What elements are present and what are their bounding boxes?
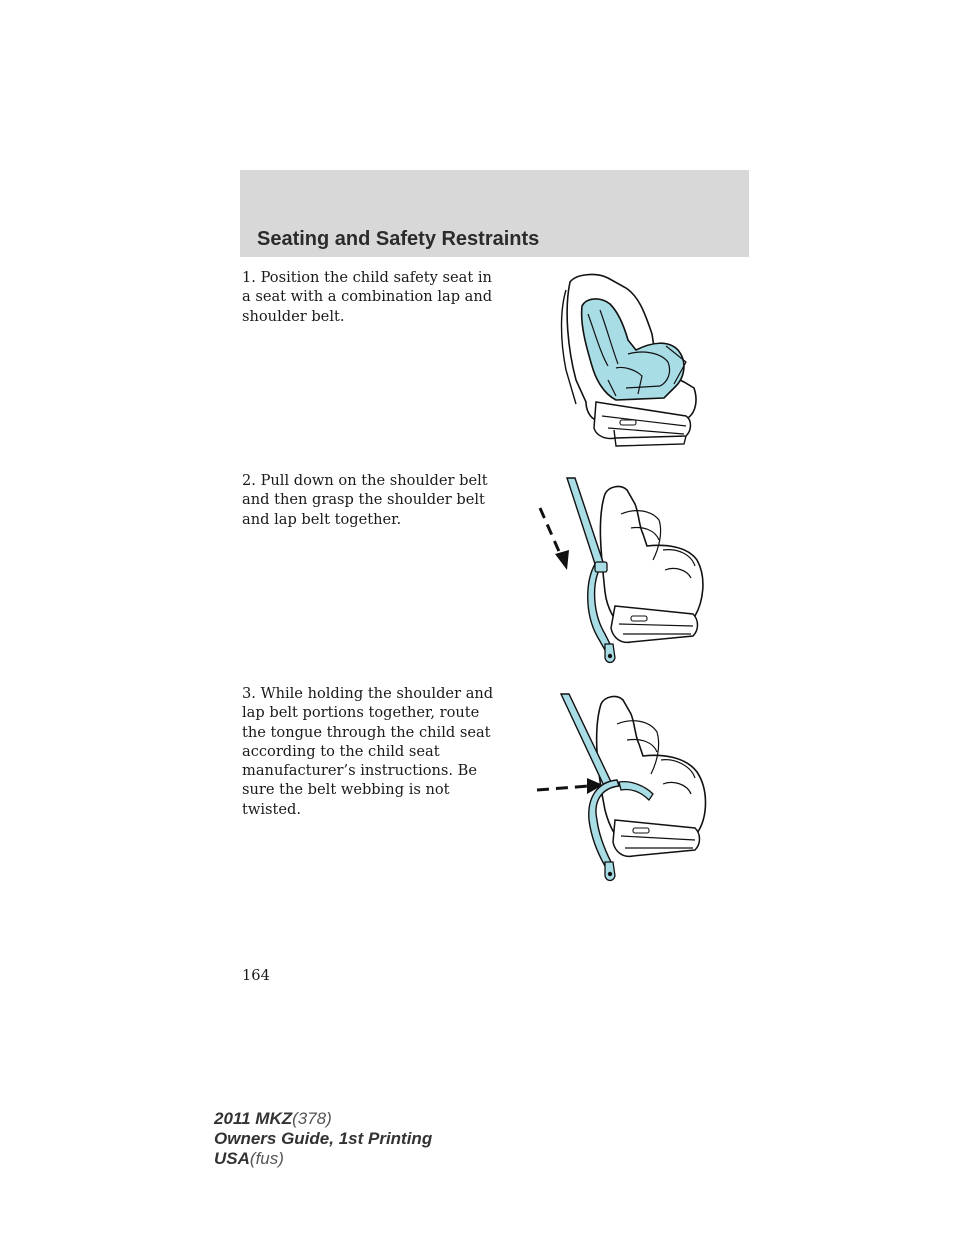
- section-title: Seating and Safety Restraints: [257, 228, 540, 250]
- step-1-illustration: [556, 270, 706, 455]
- footer-line-2: Owners Guide, 1st Printing: [214, 1129, 433, 1148]
- footer-line-3: [214, 1149, 432, 1169]
- footer-market-code: (fus): [249, 1149, 284, 1168]
- belt-tongue: [605, 644, 615, 663]
- step-2-text: 2. Pull down on the shoulder belt and then grasp the shoulder belt and lap belt together.: [242, 472, 488, 528]
- footer-line-1: [214, 1109, 432, 1129]
- belt-tongue: [605, 862, 615, 881]
- page-number: 164: [242, 967, 270, 984]
- footer-model: 2011 MKZ: [214, 1109, 293, 1128]
- footer-market: USA: [214, 1149, 250, 1168]
- footer-model-code: (378): [292, 1109, 332, 1128]
- arrow-head: [555, 550, 569, 570]
- step-3-text: 3. While holding the shoulder and lap belt portions together, route the tongue through the child seat according to the child seat manufacturer’s instructions. Be sure the belt webbing is not twisted.: [242, 685, 494, 818]
- step-2-illustration: [535, 474, 715, 666]
- pull-direction-arrow: [540, 508, 561, 556]
- belt-latch: [595, 562, 607, 572]
- route-direction-arrow: [537, 786, 589, 790]
- step-1-text: 1. Position the child safety seat in a seat with a combination lap and shoulder belt.: [242, 269, 493, 325]
- section-header-band: [240, 170, 749, 257]
- shoulder-belt: [567, 478, 605, 570]
- step-3-illustration: [535, 690, 719, 885]
- print-footer: [214, 1109, 432, 1169]
